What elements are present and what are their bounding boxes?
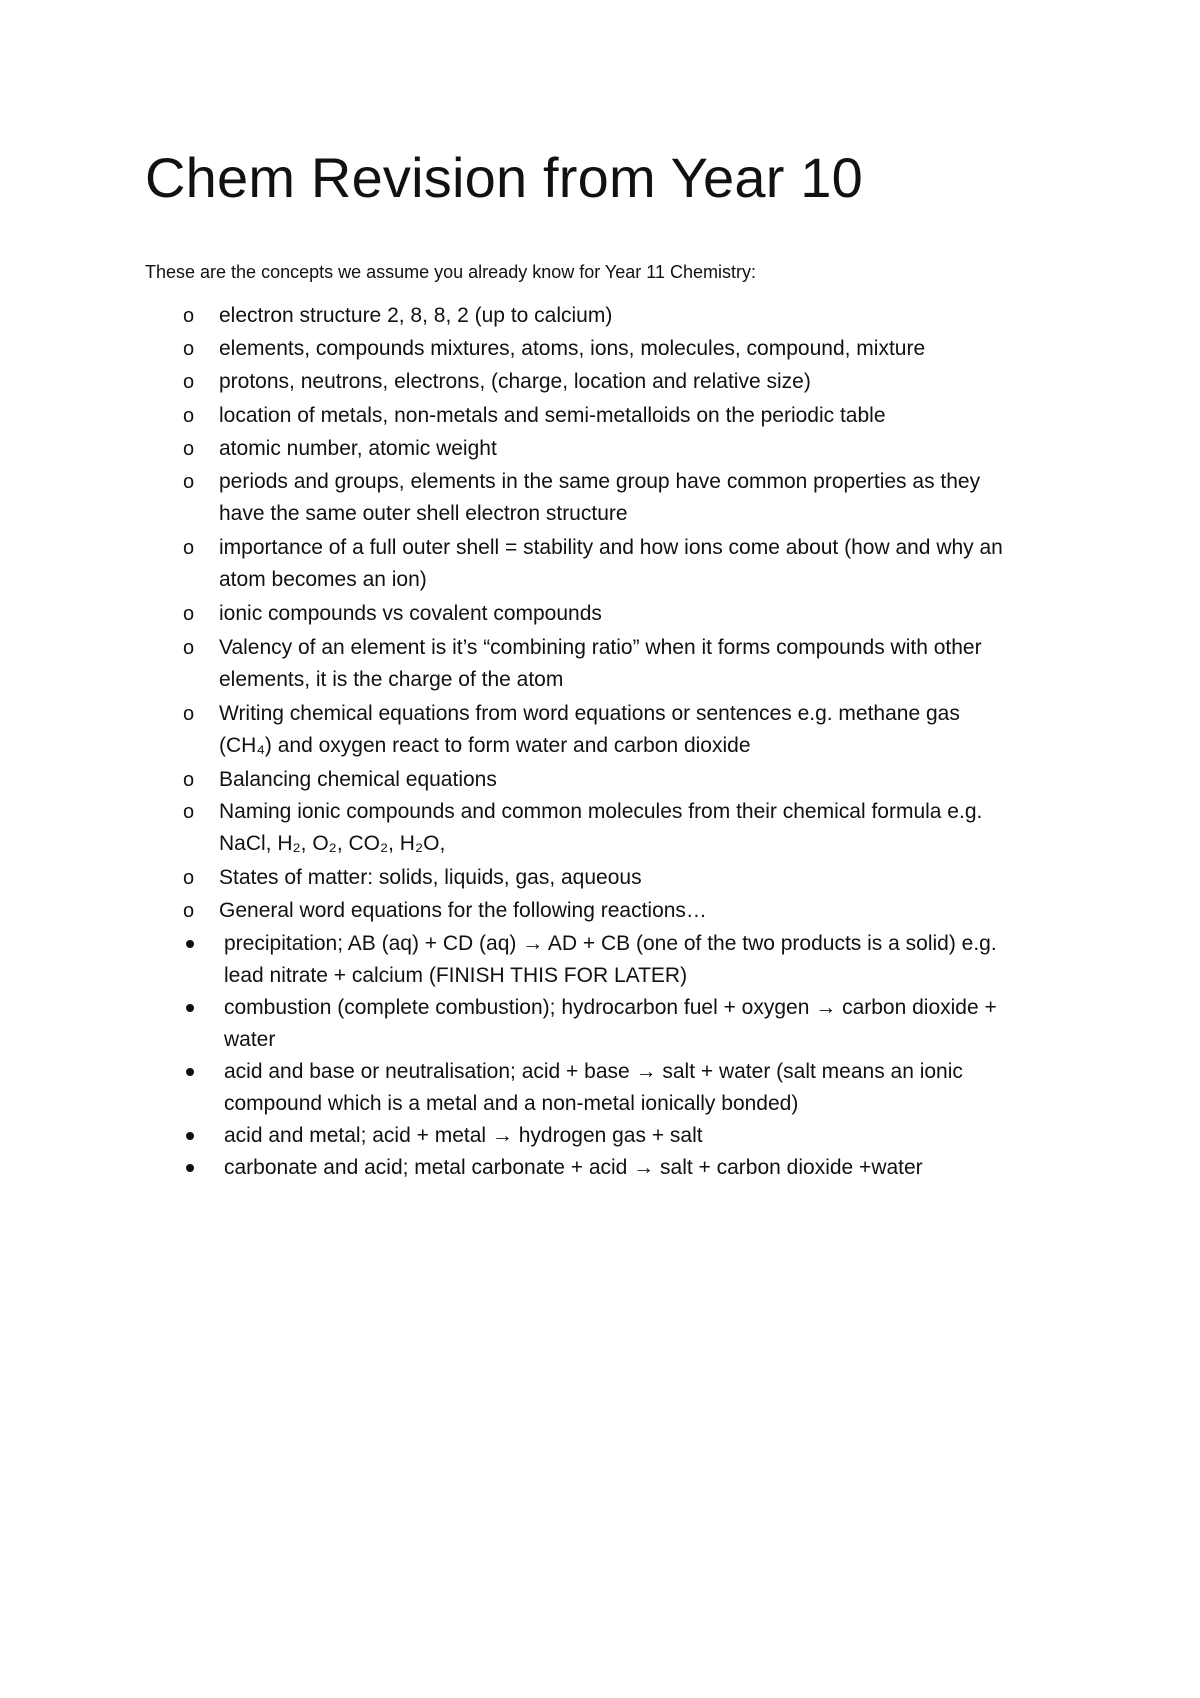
open-circle-bullet-icon: o xyxy=(183,338,195,360)
list-item-text: combustion (complete combustion); hydrocarbon fuel + oxygen → carbon dioxide + xyxy=(224,996,997,1019)
list-item-text: importance of a full outer shell = stability and how ions come about (how and why an xyxy=(219,536,1003,559)
open-circle-bullet-icon: o xyxy=(183,900,195,922)
list-item-text: acid and base or neutralisation; acid + base → salt + water (salt means an ionic xyxy=(224,1060,963,1083)
open-circle-bullet-icon: o xyxy=(183,801,195,823)
open-circle-bullet-icon: o xyxy=(183,537,195,559)
open-circle-bullet-icon: o xyxy=(183,703,195,725)
list-item-text: carbonate and acid; metal carbonate + acid → salt + carbon dioxide +water xyxy=(224,1156,923,1179)
list-item-text: elements, compounds mixtures, atoms, ions, molecules, compound, mixture xyxy=(219,337,926,360)
list-item-text: Valency of an element is it’s “combining ratio” when it forms compounds with other xyxy=(219,636,982,659)
list-item-text: atomic number, atomic weight xyxy=(219,437,497,460)
list-item-text: have the same outer shell electron structure xyxy=(219,502,628,525)
page-title: Chem Revision from Year 10 xyxy=(145,146,863,209)
list-item-text: protons, neutrons, electrons, (charge, location and relative size) xyxy=(219,370,811,393)
list-item-text: location of metals, non-metals and semi-metalloids on the periodic table xyxy=(219,404,886,427)
open-circle-bullet-icon: o xyxy=(183,438,195,460)
bullet-dot-icon xyxy=(186,1068,194,1076)
list-item-text: lead nitrate + calcium (FINISH THIS FOR LATER) xyxy=(224,964,688,987)
bullet-dot-icon xyxy=(186,1164,194,1172)
list-item-text: Balancing chemical equations xyxy=(219,768,497,791)
list-item-text: ionic compounds vs covalent compounds xyxy=(219,602,602,625)
open-circle-bullet-icon: o xyxy=(183,769,195,791)
open-circle-bullet-icon: o xyxy=(183,603,195,625)
bullet-dot-icon xyxy=(186,1132,194,1140)
bullet-dot-icon xyxy=(186,1004,194,1012)
list-item-text: (CH₄) and oxygen react to form water and carbon dioxide xyxy=(219,734,751,757)
list-item-text: Naming ionic compounds and common molecules from their chemical formula e.g. xyxy=(219,800,983,823)
open-circle-bullet-icon: o xyxy=(183,305,195,327)
intro-text: These are the concepts we assume you already know for Year 11 Chemistry: xyxy=(145,262,756,282)
list-item-text: compound which is a metal and a non-metal ionically bonded) xyxy=(224,1092,799,1115)
list-item-text: precipitation; AB (aq) + CD (aq) → AD + CB (one of the two products is a solid) e.g. xyxy=(224,932,997,955)
bullet-dot-icon xyxy=(186,940,194,948)
list-item-text: elements, it is the charge of the atom xyxy=(219,668,564,691)
list-item-text: periods and groups, elements in the same group have common properties as they xyxy=(219,470,981,493)
open-circle-bullet-icon: o xyxy=(183,371,195,393)
open-circle-bullet-icon: o xyxy=(183,405,195,427)
list-item-text: Writing chemical equations from word equations or sentences e.g. methane gas xyxy=(219,702,960,725)
open-circle-bullet-icon: o xyxy=(183,637,195,659)
list-item-text: NaCl, H₂, O₂, CO₂, H₂O, xyxy=(219,832,446,855)
list-item-text: water xyxy=(224,1028,276,1051)
open-circle-bullet-icon: o xyxy=(183,867,195,889)
list-item-text: States of matter: solids, liquids, gas, aqueous xyxy=(219,866,642,889)
list-item-text: General word equations for the following reactions… xyxy=(219,899,707,922)
list-item-text: electron structure 2, 8, 8, 2 (up to calcium) xyxy=(219,304,613,327)
open-circle-bullet-icon: o xyxy=(183,471,195,493)
list-item-text: atom becomes an ion) xyxy=(219,568,427,591)
list-item-text: acid and metal; acid + metal → hydrogen gas + salt xyxy=(224,1124,703,1147)
